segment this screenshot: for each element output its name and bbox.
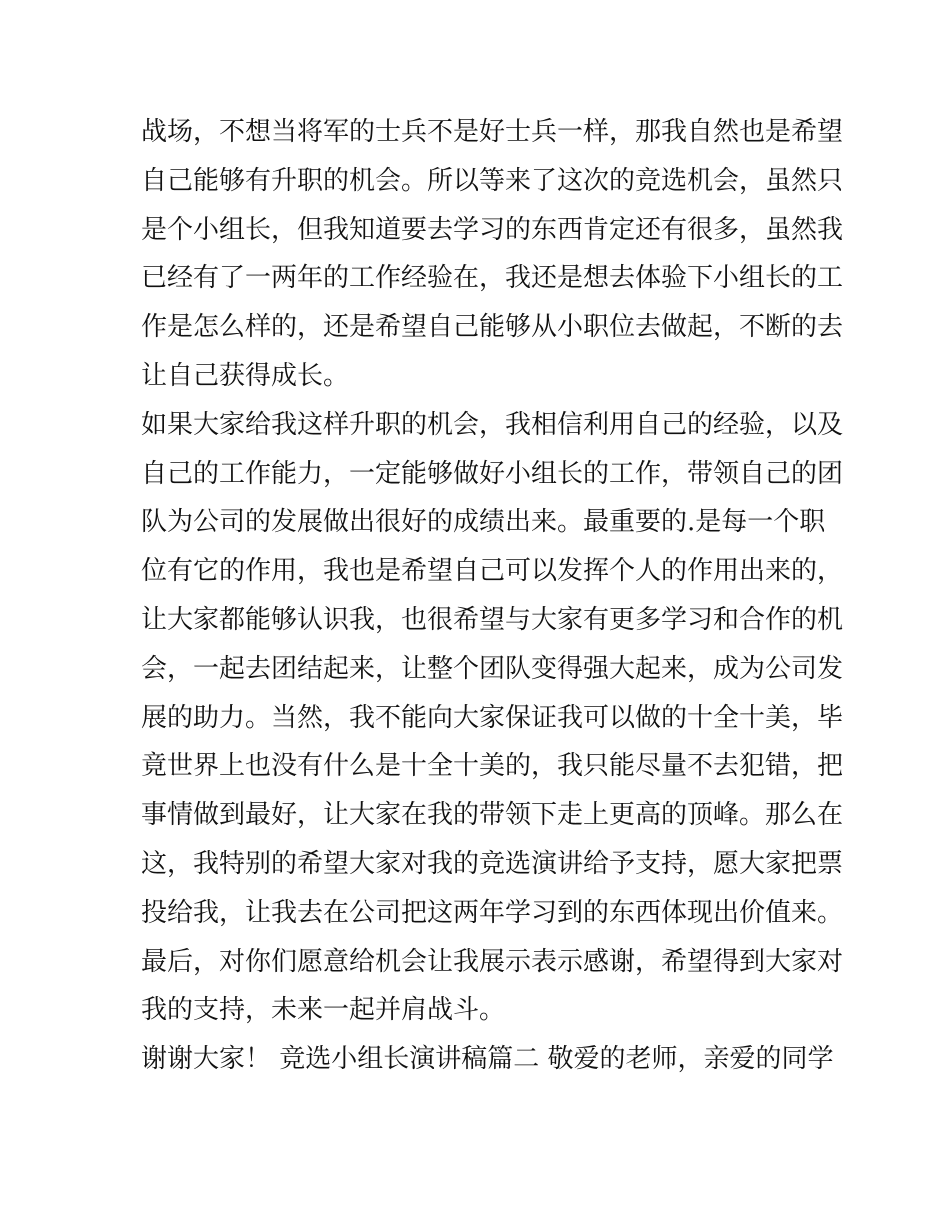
text-line: 展的助力。当然，我不能向大家保证我可以做的十全十美，毕 [141, 702, 844, 733]
text-line: 位有它的作用，我也是希望自己可以发挥个人的作用出来的， [141, 556, 844, 587]
text-line: 已经有了一两年的工作经验在，我还是想去体验下小组长的工 [141, 263, 844, 294]
text-line: 如果大家给我这样升职的机会，我相信利用自己的经验，以及 [141, 409, 844, 440]
text-line: 事情做到最好，让大家在我的带领下走上更高的顶峰。那么在 [141, 800, 844, 831]
body-text [141, 108, 844, 1084]
text-line: 战场，不想当将军的士兵不是好士兵一样，那我自然也是希望 [141, 117, 844, 147]
text-line: 投给我，让我去在公司把这两年学习到的东西体现出价值来。 [141, 897, 844, 928]
text-line: 队为公司的发展做出很好的成绩出来。最重要的.是每一个职 [141, 507, 826, 538]
text-line: 谢谢大家！ 竞选小组长演讲稿篇二 敬爱的老师，亲爱的同学 [141, 1044, 834, 1075]
text-line: 作是怎么样的，还是希望自己能够从小职位去做起，不断的去 [141, 312, 844, 343]
text-line: 是个小组长，但我知道要去学习的东西肯定还有很多，虽然我 [141, 214, 844, 245]
text-line: 最后，对你们愿意给机会让我展示表示感谢，希望得到大家对 [141, 946, 844, 977]
text-line: 会，一起去团结起来，让整个团队变得强大起来，成为公司发 [141, 653, 844, 684]
text-line: 自己的工作能力，一定能够做好小组长的工作，带领自己的团 [141, 458, 844, 489]
text-line: 这，我特别的希望大家对我的竞选演讲给予支持，愿大家把票 [141, 848, 844, 879]
text-line: 竟世界上也没有什么是十全十美的，我只能尽量不去犯错，把 [141, 751, 844, 782]
text-line: 让自己获得成长。 [141, 360, 350, 391]
text-line: 自己能够有升职的机会。所以等来了这次的竞选机会，虽然只 [141, 165, 844, 196]
text-line: 我的支持，未来一起并肩战斗。 [141, 995, 506, 1026]
text-line: 让大家都能够认识我，也很希望与大家有更多学习和合作的机 [141, 604, 844, 635]
